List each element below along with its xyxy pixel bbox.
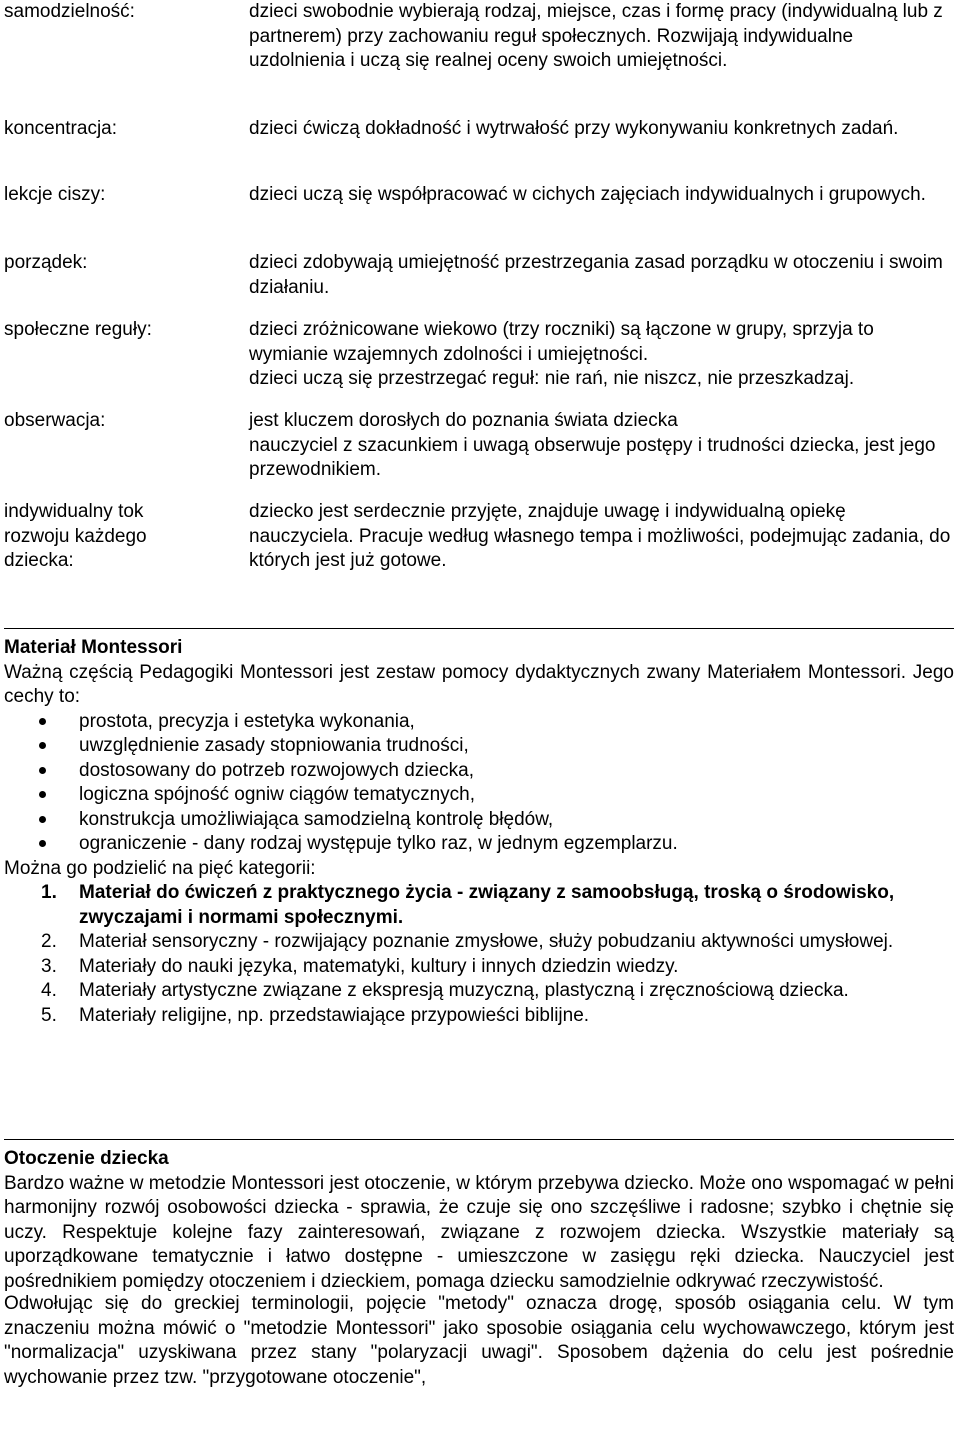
- definition-text: dzieci zróżnicowane wiekowo (trzy roczniki) są łączone w grupy, sprzyja to wymianie wzajemnych zdolności i umiejętności.: [249, 319, 874, 365]
- definition-term: samodzielność:: [4, 1, 135, 22]
- paragraph: Bardzo ważne w metodzie Montessori jest otoczenie, w którym przebywa dziecko. Może ono wspomagać w pełni harmonijny rozwój osobowości dziecka - sprawia, że czuje się ono szczęśliwe i radosne; szybko i chętnie się uczy. Respektuje kolejne fazy zainteresowań, związane z rozwojem dziecka. Wszystkie materiały są uporządkowane tematycznie i łatwo dostępne - umieszczone w zasięgu ręki dziecka. Nauczyciel jest pośrednikiem pomiędzy otoczeniem i dzieckiem, pomaga dziecku samodzielnie odkrywać rzeczywistość.: [4, 1172, 954, 1292]
- definition-text: dzieci zdobywają umiejętność przestrzegania zasad porządku w otoczeniu i swoim działaniu.: [249, 252, 943, 298]
- section-divider: [4, 628, 954, 629]
- features-list: [4, 710, 954, 857]
- list-item: 3. Materiały do nauki języka, matematyki, kultury i innych dziedzin wiedzy.: [41, 955, 679, 977]
- definition-term: koncentracja:: [4, 118, 118, 139]
- bullet-icon: [39, 840, 46, 847]
- definition-text: dzieci ćwiczą dokładność i wytrwałość przy wykonywaniu konkretnych zadań.: [249, 118, 899, 139]
- paragraph: Odwołując się do greckiej terminologii, pojęcie "metody" oznacza drogę, sposób osiągania celu. W tym znaczeniu można mówić o "metodzie Montessori" jako sposobie osiągania celu wychowawczego, którym jest "normalizacja" uzyskiwana przez stany "polaryzacji uwagi". Sposobem dążenia do celu jest pośrednie wychowanie przez tzw. "przygotowane otoczenie",: [4, 1293, 954, 1388]
- definition-term: indywidualny tok rozwoju każdego dziecka:: [4, 501, 147, 571]
- definition-text: jest kluczem dorosłych do poznania świata dziecka: [249, 410, 678, 431]
- material-section: [4, 636, 954, 1028]
- definition-text-secondary: dzieci uczą się przestrzegać reguł: nie rań, nie niszcz, nie przeszkadzaj.: [249, 368, 855, 389]
- list-item: 2. Materiał sensoryczny - rozwijający poznanie zmysłowe, służy pobudzaniu aktywności umysłowej.: [41, 931, 894, 952]
- list-item: logiczna spójność ogniw ciągów tematycznych,: [4, 783, 954, 808]
- definition-term: obserwacja:: [4, 410, 106, 431]
- definition-term: lekcje ciszy:: [4, 184, 106, 205]
- definition-text-secondary: nauczyciel z szacunkiem i uwagą obserwuje postępy i trudności dziecka, jest jego przewodnikiem.: [249, 434, 936, 480]
- list-item: 5. Materiały religijne, np. przedstawiające przypowieści biblijne.: [41, 1004, 590, 1026]
- section-heading: Otoczenie dziecka: [4, 1148, 169, 1169]
- categories-list: [4, 881, 954, 1028]
- bullet-icon: [39, 767, 46, 774]
- section-divider: [4, 1139, 954, 1140]
- list-item: konstrukcja umożliwiająca samodzielną kontrolę błędów,: [4, 808, 954, 833]
- bullet-icon: [39, 816, 46, 823]
- categories-intro: Można go podzielić na pięć kategorii:: [4, 857, 316, 879]
- bullet-icon: [39, 718, 46, 725]
- bullet-icon: [39, 791, 46, 798]
- list-item: prostota, precyzja i estetyka wykonania,: [4, 710, 954, 735]
- list-item: ograniczenie - dany rodzaj występuje tylko raz, w jednym egzemplarzu.: [4, 832, 954, 857]
- list-item: 1. Materiał do ćwiczeń z praktycznego życia - związany z samoobsługą, troską o środowisko, zwyczajami i normami społecznymi.: [41, 882, 895, 928]
- section-intro: Ważną częścią Pedagogiki Montessori jest zestaw pomocy dydaktycznych zwany Materiałem Montessori. Jego cechy to:: [4, 661, 954, 707]
- definition-text: dzieci swobodnie wybierają rodzaj, miejsce, czas i formę pracy (indywidualną lub z partnerem) przy zachowaniu reguł społecznych. Rozwijają indywidualne uzdolnienia i uczą się realnej oceny swoich umiejętności.: [249, 1, 943, 71]
- list-item: uwzględnienie zasady stopniowania trudności,: [4, 734, 954, 759]
- definition-term: społeczne reguły:: [4, 319, 152, 340]
- definition-text: dzieci uczą się współpracować w cichych zajęciach indywidualnych i grupowych.: [249, 184, 926, 205]
- list-item: 4. Materiały artystyczne związane z ekspresją muzyczną, plastyczną i zręcznościową dziecka.: [41, 980, 849, 1001]
- definition-text: dziecko jest serdecznie przyjęte, znajduje uwagę i indywidualną opiekę nauczyciela. Pracuje według własnego tempa i możliwości, podejmując zadania, do których jest już gotowe.: [249, 501, 951, 571]
- section-heading: Materiał Montessori: [4, 637, 183, 658]
- environment-section: [4, 1147, 954, 1294]
- list-item: dostosowany do potrzeb rozwojowych dziecka,: [4, 759, 954, 784]
- definition-term: porządek:: [4, 252, 88, 273]
- bullet-icon: [39, 742, 46, 749]
